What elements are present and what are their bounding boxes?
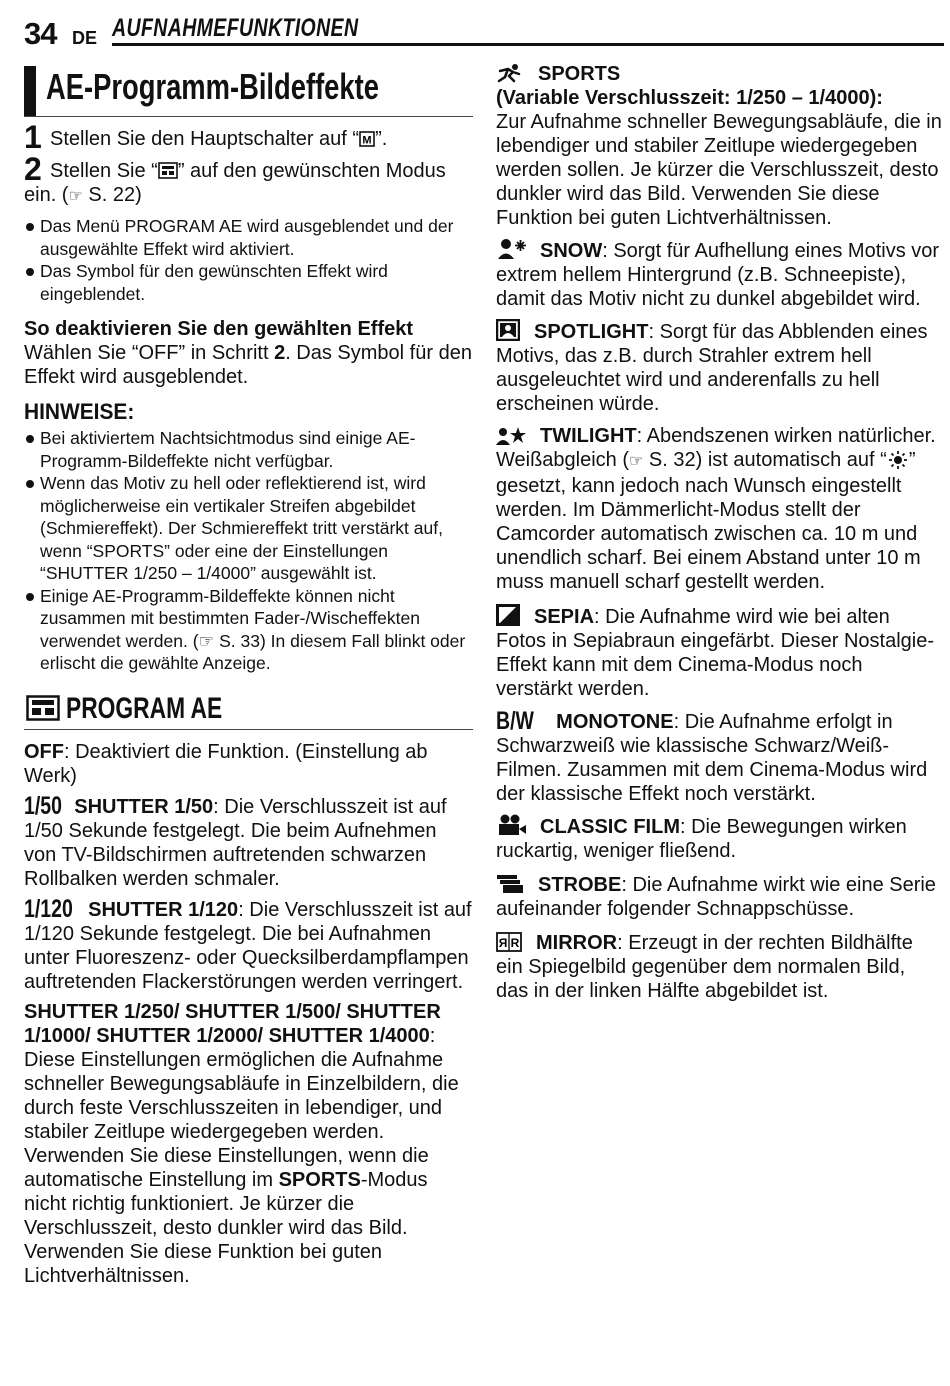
svg-text:M: M <box>362 134 372 147</box>
entry-text: Zur Aufnahme schneller Bewegungsabläufe, die in lebendiger und stabiler Zeitlupe wiedergegeben werden sollen. Je kürzer die Verschlusszeit, desto dunkler wird das Bild. Verwenden Sie diese Funktion bei guten Lichtverhältnissen. <box>496 111 942 229</box>
entry-spotlight <box>496 319 942 416</box>
entry-sports <box>496 62 942 230</box>
entry-label: CLASSIC FILM <box>540 816 680 838</box>
step-text: S. 22) <box>82 184 142 206</box>
header-rule <box>112 43 944 46</box>
mirror-icon <box>496 932 522 952</box>
shutter-50-icon: 1/50 <box>24 791 62 820</box>
main-heading-text: AE-Programm-Bildeffekte <box>46 66 379 107</box>
note-item: Wenn das Motiv zu hell oder reflektierend ist, wird möglicherweise ein vertikaler Streifen abgebildet (Schmiereffekt). Der Schmiereffekt tritt verstärkt auf, wenn “SPORTS” oder eine der Einstellungen “SHUTTER 1/250 – 1/4000” ausgewählt ist. <box>24 472 473 585</box>
entry-label: SEPIA <box>534 606 595 628</box>
shutter-120-icon: 1/120 <box>24 894 73 923</box>
entry-text: : Die Verschlusszeit ist auf 1/50 Sekunde festgelegt. Die beim Aufnehmen von TV-Bildschirmen auftretenden schwarzen Rollbalken werden schmaler. <box>24 795 447 890</box>
entry-text: : Sorgt für das Abblenden eines Motivs, das z.B. durch Strahler extrem hell ausgeleuchtet wird und anderenfalls zu hell erscheinen würde. <box>496 321 928 415</box>
program-ae-icon <box>158 162 178 179</box>
entry-text: : Die Verschlusszeit ist auf 1/120 Sekunde festgelegt. Die bei Aufnahmen unter Fluoreszenz- oder Quecksilberdampflampen auftretenden Flackerstörungen werden verringert. <box>24 898 472 993</box>
entry-label: TWILIGHT <box>540 425 637 447</box>
step-number: 2 <box>24 151 42 187</box>
bullet-item: Das Symbol für den gewünschten Effekt wird eingeblendet. <box>24 260 473 305</box>
notes-heading: HINWEISE: <box>24 399 135 424</box>
entry-text: -Modus nicht richtig funktioniert. Je kürzer die Verschlusszeit, desto dunkler wird das Bild. Verwenden Sie diese Funktion bei guten Lichtverhältnissen. <box>24 1168 428 1287</box>
page-header <box>24 12 944 51</box>
entry-twilight <box>496 424 942 594</box>
entry-monotone <box>496 709 942 806</box>
entry-label: OFF <box>24 740 64 763</box>
entry-text: : Deaktiviert die Funktion. (Einstellung ab Werk) <box>24 740 428 787</box>
right-column <box>496 62 942 1009</box>
entry-snow <box>496 238 942 311</box>
entry-text: : Die Aufnahme wird wie bei alten Fotos in Sepiabraun eingefärbt. Dieser Nostalgie-Effekt kann mit dem Cinema-Modus noch verstärkt werden. <box>496 606 935 700</box>
language-code: DE <box>72 28 98 48</box>
program-ae-title: PROGRAM AE <box>66 691 223 725</box>
text-run: S. 33) In diesem Fall blinkt oder erlischt die gewählte Anzeige. <box>40 630 466 673</box>
heading-bar <box>24 66 36 116</box>
text-run: Wählen Sie “OFF” in Schritt <box>24 342 275 364</box>
step-text: Stellen Sie “ <box>50 160 158 182</box>
bullet-item: Das Menü PROGRAM AE wird ausgeblendet und der ausgewählte Effekt wird aktiviert. <box>24 215 473 260</box>
deactivate-text <box>24 341 473 389</box>
twilight-icon <box>496 425 526 445</box>
sun-icon <box>887 451 909 469</box>
step-ref: 2 <box>274 342 286 364</box>
entry-shutter-50 <box>24 791 473 891</box>
svg-text:R: R <box>510 936 520 950</box>
program-ae-icon <box>26 695 60 721</box>
entry-label: MIRROR <box>536 932 618 954</box>
reference-icon: ☞ <box>198 630 215 651</box>
entry-label: SPORTS <box>278 1168 361 1191</box>
step-text: Stellen Sie den Hauptschalter auf “ <box>50 128 360 150</box>
note-item <box>24 585 473 675</box>
entry-mirror <box>496 931 942 1003</box>
entry-text: : Abendszenen wirken natürlicher. Weißabgleich ( <box>496 425 936 471</box>
entry-shutter-fast <box>24 1000 473 1288</box>
text-run: . Das Symbol für den Effekt wird ausgeblendet. <box>24 342 472 388</box>
text-run: Einige AE-Programm-Bildeffekte können nicht zusammen mit bestimmten Fader-/Wischeffekten verwendet werden. ( <box>40 585 420 651</box>
entry-label: SPORTS <box>538 63 621 85</box>
entry-classic-film <box>496 814 942 863</box>
left-column <box>24 60 473 1294</box>
entry-text: : Die Bewegungen wirken ruckartig, weniger fließend. <box>496 816 907 862</box>
entry-shutter-120 <box>24 894 473 994</box>
bw-icon: B/W <box>496 707 534 735</box>
spotlight-icon <box>496 319 520 341</box>
entry-text: : Die Aufnahme erfolgt in Schwarzweiß wie klassische Schwarz/Weiß-Filmen. Zusammen mit dem Cinema-Modus wird der klassische Effekt noch verstärkt. <box>496 711 928 805</box>
svg-text:R: R <box>498 936 508 950</box>
entry-off <box>24 740 473 788</box>
entry-text: S. 32) ist automatisch auf “ <box>643 449 887 471</box>
entry-label: SHUTTER 1/250/ SHUTTER 1/500/ SHUTTER 1/1000/ SHUTTER 1/2000/ SHUTTER 1/4000 <box>24 1000 441 1047</box>
entry-label: SHUTTER 1/50 <box>74 795 214 818</box>
page-number: 34 <box>24 16 57 51</box>
sports-icon <box>496 63 524 83</box>
main-heading <box>24 60 473 117</box>
film-camera-icon <box>496 814 526 836</box>
entry-text: ” gesetzt, kann jedoch nach Wunsch eingestellt werden. Im Dämmerlicht-Modus stellt der Camcorder automatisch zwischen ca. 10 m und unendlich scharf. Bei einem Abstand unter 10 m muss manuell scharf gestellt werden. <box>496 449 921 593</box>
entry-label: SHUTTER 1/120 <box>88 898 239 921</box>
strobe-icon <box>496 874 524 894</box>
step-text: ” auf den gewünschten Modus ein. ( <box>24 160 446 206</box>
entry-label: STROBE <box>538 874 622 896</box>
step-number: 1 <box>24 119 42 155</box>
entry-sepia <box>496 604 942 701</box>
entry-subtitle: (Variable Verschlusszeit: 1/250 – 1/4000): <box>496 87 883 109</box>
entry-strobe <box>496 873 942 921</box>
reference-icon: ☞ <box>629 453 644 470</box>
step-1 <box>24 119 473 155</box>
manual-mode-icon <box>359 131 375 147</box>
section-title: AUFNAHMEFUNKTIONEN <box>112 14 359 42</box>
entry-label: MONOTONE <box>556 711 674 733</box>
note-item: Bei aktiviertem Nachtsichtmodus sind einige AE-Programm-Bildeffekte nicht verfügbar. <box>24 427 473 472</box>
entry-text: : Diese Einstellungen ermöglichen die Aufnahme schneller Bewegungsabläufe in Einzelbildern, die durch feste Verschlusszeiten in lebendiger, und stabiler Zeitlupe wiedergegeben werden. Verwenden Sie diese Einstellungen, wenn die automatische Einstellung im <box>24 1024 459 1191</box>
sepia-icon <box>496 604 520 626</box>
step-text: ”. <box>375 128 388 150</box>
deactivate-heading: So deaktivieren Sie den gewählten Effekt <box>24 318 414 340</box>
snow-icon <box>496 238 526 260</box>
entry-text: : Erzeugt in der rechten Bildhälfte ein Spiegelbild gegenüber dem normalen Bild, das in der linken Hälfte abgebildet ist. <box>496 932 913 1002</box>
entry-label: SPOTLIGHT <box>534 321 649 343</box>
program-ae-heading <box>24 689 473 730</box>
step-2 <box>24 151 473 209</box>
entry-text: : Die Aufnahme wirkt wie eine Serie aufeinander folgender Schnappschüsse. <box>496 874 936 920</box>
entry-label: SNOW <box>540 240 603 262</box>
entry-text: : Sorgt für Aufhellung eines Motivs vor extrem hellem Hintergrund (z.B. Schneepiste), damit das Motiv nicht zu dunkel abgebildet wird. <box>496 240 940 310</box>
reference-icon: ☞ <box>68 188 83 205</box>
